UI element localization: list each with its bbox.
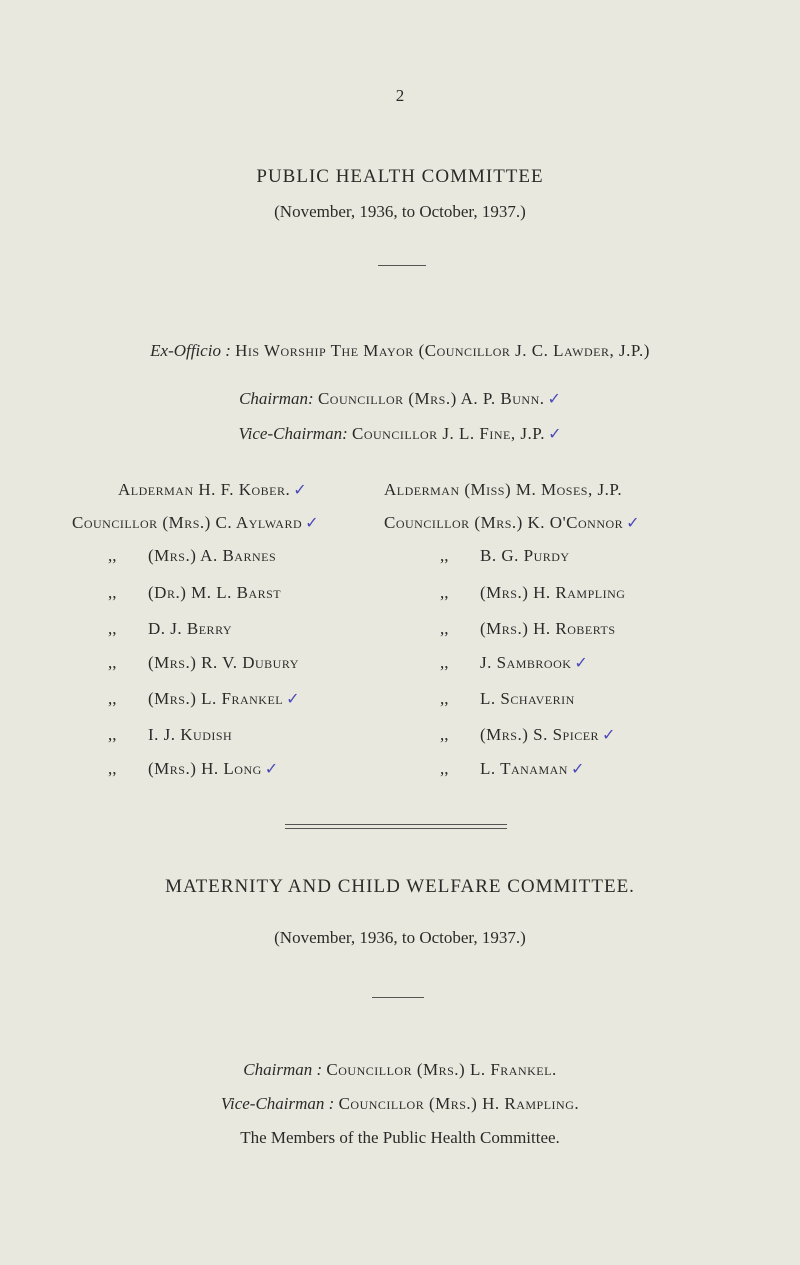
- member-left-1: [72, 513, 319, 533]
- member-right-1: [384, 513, 640, 533]
- maternity-chairman-label: Chairman :: [243, 1060, 323, 1079]
- member-name: (Mrs.) R. V. Dubury: [148, 653, 299, 672]
- maternity-vice-chairman-value: Councillor (Mrs.) H. Rampling.: [338, 1094, 580, 1113]
- maternity-chairman-line: [0, 1060, 800, 1080]
- ditto-mark: ,,: [440, 653, 449, 672]
- tick-icon: ✓: [574, 653, 588, 672]
- member-left-3: [108, 583, 281, 603]
- vice-chairman-line: [0, 424, 800, 444]
- member-name: (Mrs.) H. Rampling: [480, 583, 626, 602]
- ex-officio-line: [0, 341, 800, 361]
- tick-icon: ✓: [547, 389, 561, 408]
- ditto-mark: ,,: [440, 759, 449, 778]
- member-right-8: [440, 759, 584, 779]
- ditto-mark: ,,: [440, 583, 449, 602]
- ditto-mark: ,,: [108, 583, 117, 602]
- member-name: (Mrs.) H. Long: [148, 759, 262, 778]
- member-left-5: [108, 653, 299, 673]
- tick-icon: ✓: [305, 513, 319, 532]
- member-left-4: [108, 619, 232, 639]
- section-divider: [285, 824, 507, 825]
- member-name: J. Sambrook: [480, 653, 572, 672]
- tick-icon: ✓: [570, 759, 585, 778]
- tick-icon: ✓: [602, 725, 616, 744]
- ditto-mark: ,,: [108, 546, 117, 565]
- tick-icon: ✓: [286, 689, 300, 708]
- ditto-mark: ,,: [108, 759, 117, 778]
- short-divider: [378, 265, 426, 266]
- tick-icon: ✓: [293, 480, 307, 499]
- ditto-mark: ,,: [108, 653, 117, 672]
- member-name: B. G. Purdy: [480, 546, 570, 565]
- maternity-members-note: The Members of the Public Health Committee.: [240, 1128, 560, 1147]
- short-divider: [372, 997, 424, 998]
- ditto-mark: ,,: [440, 725, 449, 744]
- maternity-vice-chairman-line: [0, 1094, 800, 1114]
- member-left-2: [108, 546, 276, 566]
- chairman-line: [0, 389, 800, 409]
- vice-chairman-value: Councillor J. L. Fine, J.P.: [352, 424, 546, 443]
- member-name: L. Tanaman: [480, 759, 568, 778]
- member-right-6: [440, 689, 575, 709]
- ditto-mark: ,,: [440, 619, 449, 638]
- page-number: 2: [395, 86, 405, 105]
- tick-icon: ✓: [626, 513, 640, 532]
- chairman-value: Councillor (Mrs.) A. P. Bunn.: [317, 389, 545, 408]
- member-left-7: [108, 725, 232, 745]
- member-name: L. Schaverin: [480, 689, 575, 708]
- tick-icon: ✓: [548, 424, 562, 443]
- member-name: (Mrs.) S. Spicer: [480, 725, 600, 744]
- maternity-title: MATERNITY AND CHILD WELFARE COMMITTEE.: [165, 876, 635, 897]
- member-name: Councillor (Mrs.) C. Aylward: [72, 513, 303, 532]
- public-health-period: (November, 1936, to October, 1937.): [274, 202, 526, 221]
- ditto-mark: ,,: [440, 689, 449, 708]
- member-left-6: [108, 689, 300, 709]
- vice-chairman-label: Vice-Chairman:: [238, 424, 348, 443]
- maternity-period: (November, 1936, to October, 1937.): [274, 928, 526, 947]
- member-right-7: [440, 725, 615, 745]
- ex-officio-label: Ex-Officio :: [150, 341, 231, 360]
- member-name: (Dr.) M. L. Barst: [148, 583, 282, 602]
- member-name: I. J. Kudish: [148, 725, 233, 744]
- chairman-label: Chairman:: [239, 389, 314, 408]
- ditto-mark: ,,: [108, 725, 117, 744]
- member-right-2: [440, 546, 570, 566]
- member-name: (Mrs.) L. Frankel: [148, 689, 284, 708]
- maternity-chairman-value: Councillor (Mrs.) L. Frankel.: [326, 1060, 557, 1079]
- member-name: Alderman H. F. Kober.: [118, 480, 291, 499]
- ditto-mark: ,,: [108, 689, 117, 708]
- member-right-5: [440, 653, 588, 673]
- member-left-0: [118, 480, 307, 500]
- ex-officio-value: His Worship The Mayor (Councillor J. C. Lawder, J.P.): [235, 341, 650, 360]
- public-health-title: PUBLIC HEALTH COMMITTEE: [256, 166, 544, 187]
- member-right-3: [440, 583, 625, 603]
- member-name: Councillor (Mrs.) K. O'Connor: [384, 513, 624, 532]
- section-divider: [285, 828, 507, 829]
- tick-icon: ✓: [264, 759, 279, 778]
- member-name: Alderman (Miss) M. Moses, J.P.: [384, 480, 623, 499]
- maternity-vice-chairman-label: Vice-Chairman :: [220, 1094, 335, 1113]
- member-name: (Mrs.) H. Roberts: [480, 619, 616, 638]
- member-left-8: [108, 759, 278, 779]
- ditto-mark: ,,: [108, 619, 117, 638]
- member-name: (Mrs.) A. Barnes: [148, 546, 277, 565]
- member-name: D. J. Berry: [148, 619, 233, 638]
- member-right-4: [440, 619, 616, 639]
- ditto-mark: ,,: [440, 546, 449, 565]
- member-right-0: [384, 480, 622, 500]
